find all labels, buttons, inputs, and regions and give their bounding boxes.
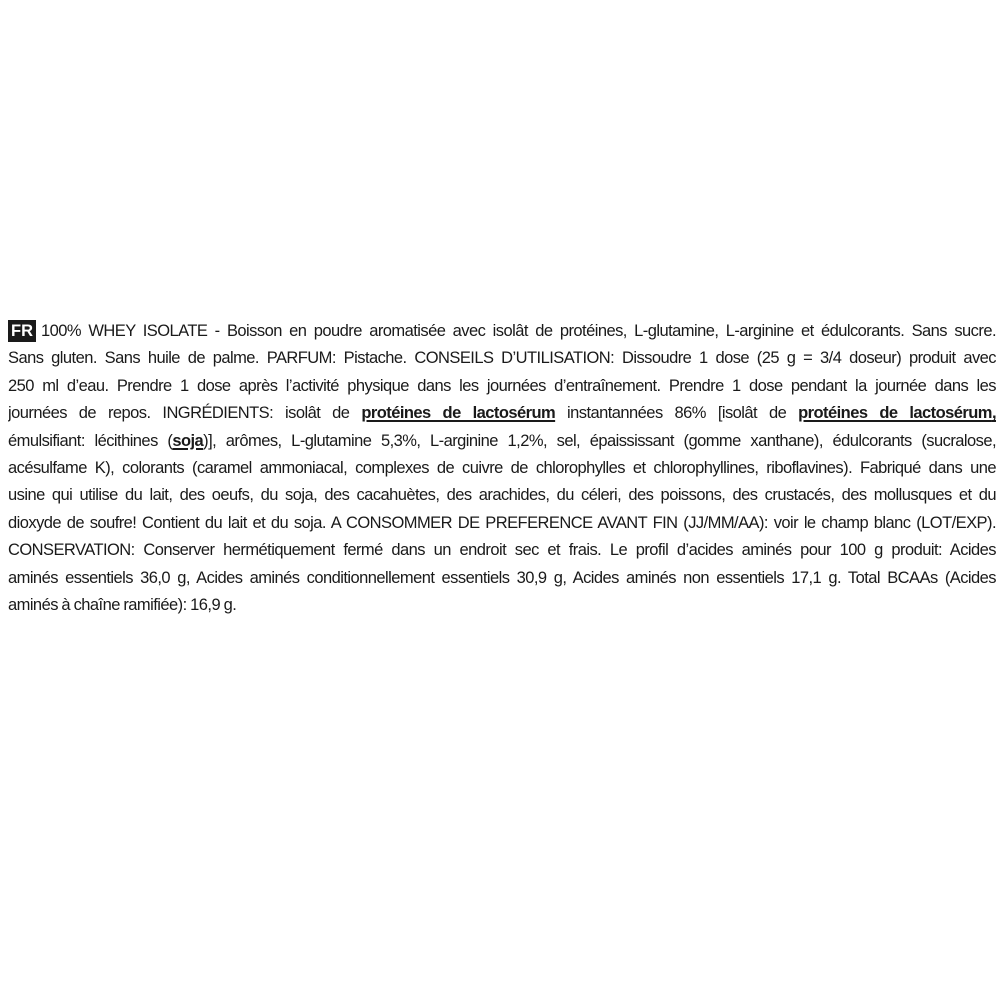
text-run: journées de repos. INGRÉDIENTS: isolât de <box>8 404 362 423</box>
text-line <box>8 565 996 592</box>
text-line <box>8 318 996 345</box>
language-badge: FR <box>8 320 36 342</box>
text-line <box>8 510 996 537</box>
allergen-highlight: soja <box>172 431 204 450</box>
text-run: 100% WHEY ISOLATE - Boisson en poudre aromatisée avec isolât de protéines, L-glutamine, L-arginine et édulcorants. Sans sucre. <box>41 322 996 340</box>
text-run: émulsifiant: lécithines ( <box>8 431 173 450</box>
text-run: aminés essentiels 36,0 g, Acides aminés conditionnellement essentiels 30,9 g, Acides aminés non essentiels 17,1 g. Total BCAAs (Acides <box>8 568 996 587</box>
allergen-highlight: protéines de lactosérum <box>361 404 556 423</box>
text-run: )], arômes, L-glutamine 5,3%, L-arginine 1,2%, sel, épaississant (gomme xanthane), édulcorants (sucralose, <box>203 431 996 450</box>
text-run: dioxyde de soufre! Contient du lait et du soja. A CONSOMMER DE PREFERENCE AVANT FIN (JJ/MM/AA): voir le champ blanc (LOT/EXP). <box>8 513 996 532</box>
text-run: aminés à chaîne ramifiée): 16,9 g. <box>8 596 237 615</box>
text-line <box>8 455 996 482</box>
text-line <box>8 428 996 455</box>
text-run: instantannées 86% [isolât de <box>555 404 799 423</box>
text-run: , <box>991 404 996 423</box>
text-line <box>8 373 996 400</box>
text-line <box>8 400 996 427</box>
text-run: acésulfame K), colorants (caramel ammoniacal, complexes de cuivre de chlorophylles et chlorophyllines, riboflavines). Fabriqué dans une <box>8 459 996 478</box>
text-line <box>8 592 996 619</box>
text-line <box>8 345 996 372</box>
label-text-block <box>8 318 996 619</box>
text-run: Sans gluten. Sans huile de palme. PARFUM: Pistache. CONSEILS D’UTILISATION: Dissoudre 1 dose (25 g = 3/4 doseur) produit avec <box>8 349 996 368</box>
text-line <box>8 537 996 564</box>
text-run: 250 ml d’eau. Prendre 1 dose après l’activité physique dans les journées d’entraînement. Prendre 1 dose pendant la journée dans les <box>8 376 996 395</box>
text-line <box>8 482 996 509</box>
text-run: CONSERVATION: Conserver hermétiquement fermé dans un endroit sec et frais. Le profil d’acides aminés pour 100 g produit: Acides <box>8 541 996 560</box>
allergen-highlight: protéines de lactosérum <box>798 404 992 423</box>
text-run: usine qui utilise du lait, des oeufs, du soja, des cacahuètes, des arachides, du céleri, des poissons, des crustacés, des mollusques et du <box>8 486 996 505</box>
